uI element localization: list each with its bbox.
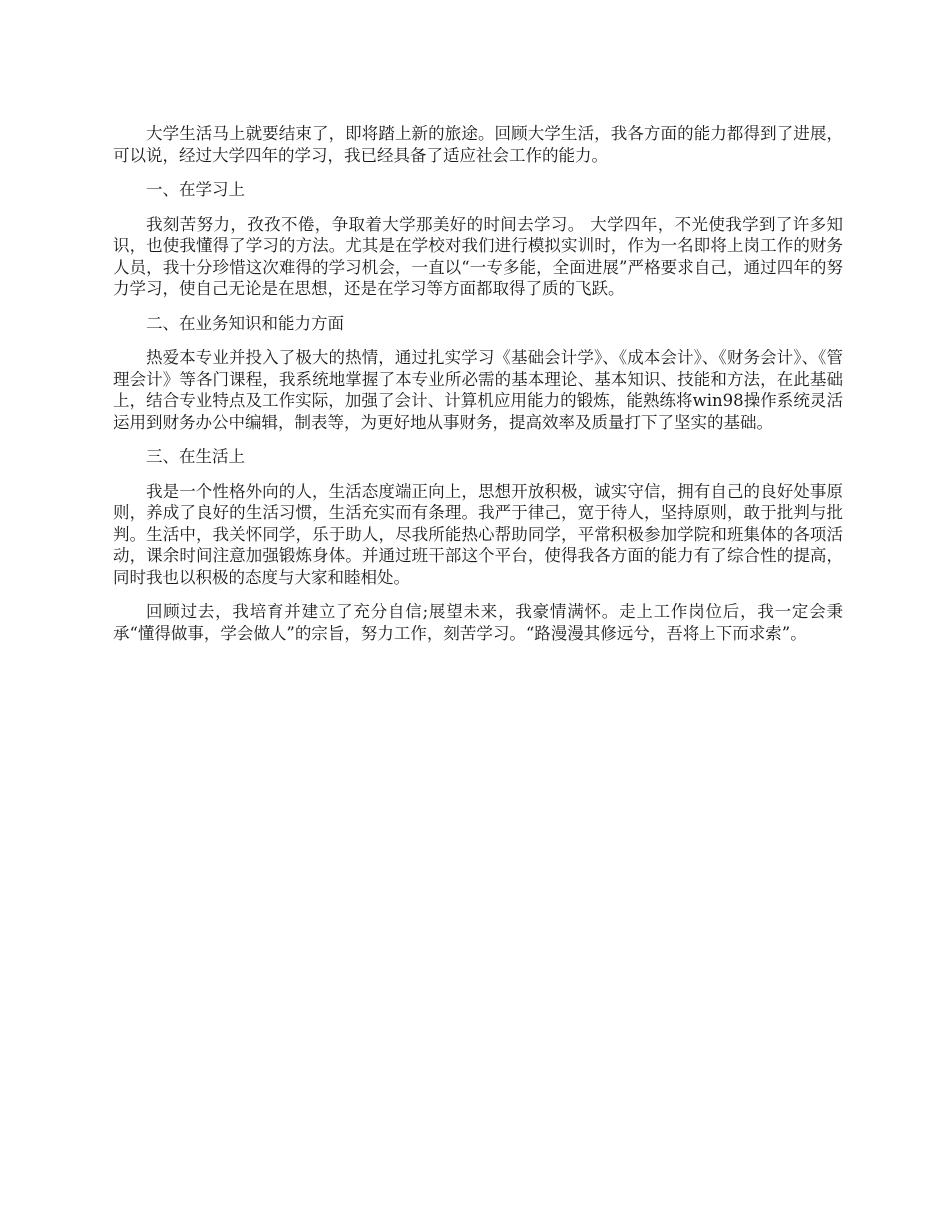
document-page bbox=[113, 123, 843, 657]
section-heading-study: 一、在学习上 bbox=[146, 180, 245, 199]
section-heading-professional: 二、在业务知识和能力方面 bbox=[146, 313, 344, 333]
section-heading-life: 三、在生活上 bbox=[146, 447, 245, 466]
intro-paragraph: 大学生活马上就要结束了，即将踏上新的旅途。回顾大学生活，我各方面的能力都得到了进展，可以说，经过大学四年的学习，我已经具备了适应社会工作的能力。 bbox=[113, 124, 843, 165]
section-body-study: 我刻苦努力，孜孜不倦，争取着大学那美好的时间去学习。 大学四年，不光使我学到了许多知识，也使我懂得了学习的方法。尤其是在学校对我们进行模拟实训时，作为一名即将上岗工作的财务人员，我十分珍惜这次难得的学习机会，一直以“一专多能，全面进展”严格要求自己，通过四年的努力学习，使自己无论是在思想，还是在学习等方面都取得了质的飞跃。 bbox=[113, 214, 843, 298]
conclusion-paragraph: 回顾过去，我培育并建立了充分自信;展望未来，我豪情满怀。走上工作岗位后，我一定会秉承“懂得做事，学会做人”的宗旨，努力工作，刻苦学习。“路漫漫其修远兮，吾将上下而求索”。 bbox=[113, 602, 843, 643]
section-body-professional: 热爱本专业并投入了极大的热情，通过扎实学习《基础会计学》、《成本会计》、《财务会计》、《管理会计》等各门课程，我系统地掌握了本专业所必需的基本理论、基本知识、技能和方法，在此基础上，结合专业特点及工作实际，加强了会计、计算机应用能力的锻炼，能熟练将win98操作系统灵活运用到财务办公中编辑，制表等，为更好地从事财务，提高效率及质量打下了坚实的基础。 bbox=[113, 348, 843, 432]
section-body-life: 我是一个性格外向的人，生活态度端正向上，思想开放积极，诚实守信，拥有自己的良好处事原则，养成了良好的生活习惯，生活充实而有条理。我严于律己，宽于待人，坚持原则，敢于批判与批判。生活中，我关怀同学，乐于助人，尽我所能热心帮助同学，平常积极参加学院和班集体的各项活动，课余时间注意加强锻炼身体。并通过班干部这个平台，使得我各方面的能力有了综合性的提高，同时我也以积极的态度与大家和睦相处。 bbox=[113, 481, 843, 587]
